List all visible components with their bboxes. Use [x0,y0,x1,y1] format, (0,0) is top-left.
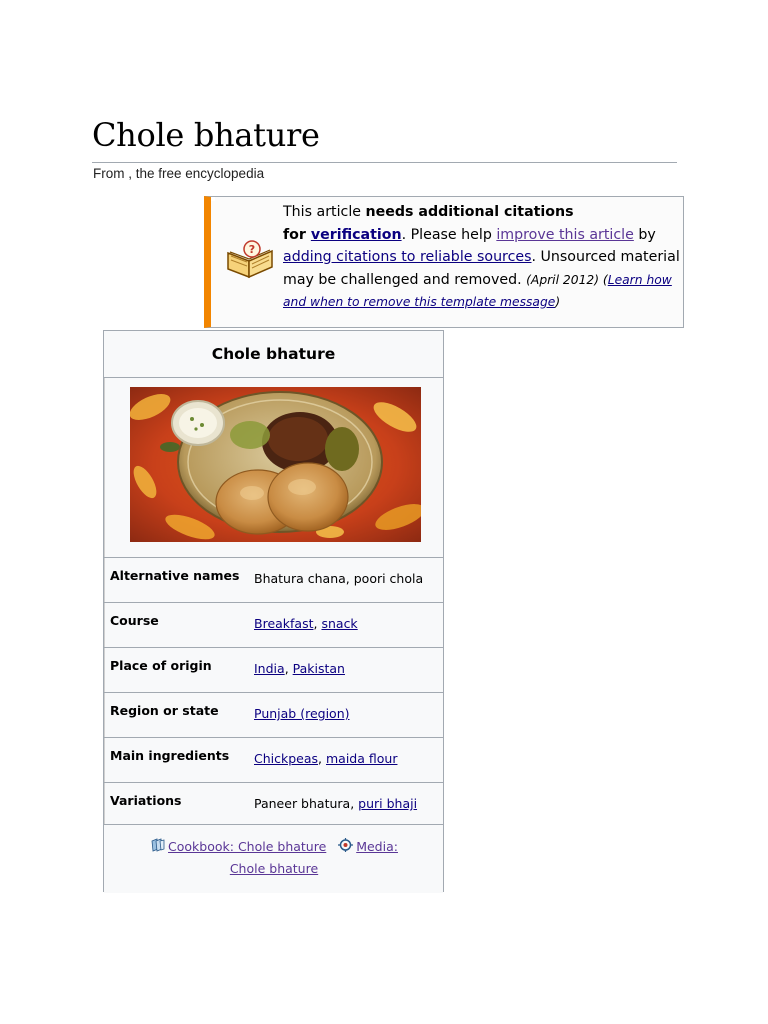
pakistan-link[interactable]: Pakistan [292,661,345,676]
svg-text:?: ? [248,243,256,256]
food-photo[interactable] [130,387,421,542]
notice-corner [211,197,215,201]
chickpeas-link[interactable]: Chickpeas [254,751,319,766]
verification-link[interactable]: verification [310,226,402,243]
title-divider [92,162,677,163]
remove-template-link[interactable]: Learn how and when to remove this template message [283,272,672,309]
infobox-row-alternative-names [104,557,443,603]
improve-article-link[interactable]: improve this article [496,226,634,243]
infobox-row-variations [104,782,443,825]
notice-text: This article needs additional citations for verification. Please help improve this article by adding citations to reliable sources. Unsourced material may be challenged and removed. (April 2012) (Learn how and when to remove this template message) [283,204,680,309]
infobox-title: Chole bhature [211,345,336,363]
infobox-footer [104,824,443,893]
infobox-row-place-of-origin [104,647,443,693]
india-link[interactable]: India [254,661,285,676]
row-value: India, Pakistan [254,661,345,676]
row-label: Course [110,613,159,628]
maida-flour-link[interactable]: maida flour [326,751,398,766]
infobox-row-course [104,602,443,648]
row-value [254,706,350,721]
row-label: Place of origin [110,658,212,673]
media-link[interactable]: Media: Chole bhature [229,839,398,876]
row-label: Region or state [110,703,219,718]
row-label: Alternative names [110,568,240,583]
puri-bhaji-link[interactable]: puri bhaji [358,796,418,811]
infobox-row-region [104,692,443,738]
page-tagline: From , the free encyclopedia [93,166,265,181]
notice-emphasis: needs additional citations [365,204,574,220]
citation-notice [204,196,684,328]
infobox [103,330,444,892]
row-label: Variations [110,793,182,808]
commons-icon [338,838,353,852]
row-value: Breakfast, snack [254,616,358,631]
row-label: Main ingredients [110,748,230,763]
row-value: Chickpeas, maida flour [254,751,398,766]
punjab-link[interactable]: Punjab (region) [254,706,350,721]
cookbook-link[interactable]: Cookbook: Chole bhature [168,839,327,854]
page-title: Chole bhature [92,116,320,154]
row-value: Bhatura chana, poori chola [254,571,424,586]
breakfast-link[interactable]: Breakfast [254,616,314,631]
adding-citations-link[interactable]: adding citations to reliable sources [283,249,532,265]
wikibooks-icon [150,838,165,852]
book-question-icon [225,239,275,279]
snack-link[interactable]: snack [321,616,358,631]
infobox-row-main-ingredients [104,737,443,783]
row-value: Paneer bhatura, puri bhaji [254,796,418,811]
